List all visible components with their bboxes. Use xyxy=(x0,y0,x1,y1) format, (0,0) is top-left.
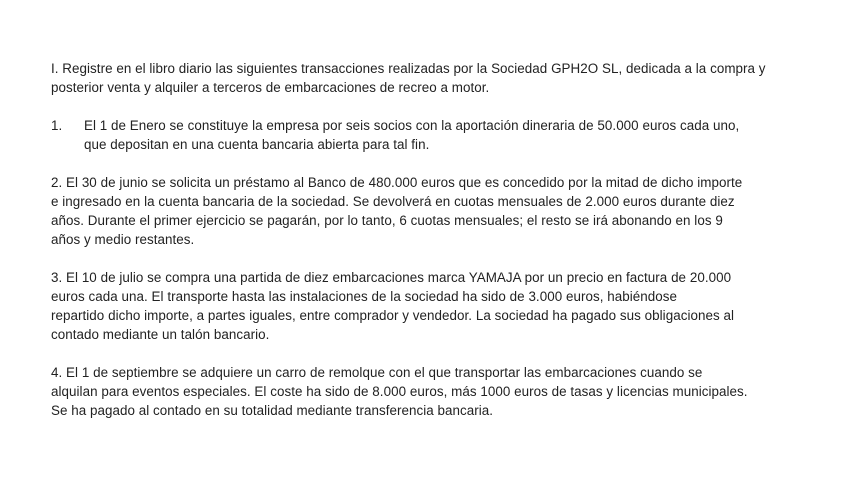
exercise-text xyxy=(51,59,811,420)
paragraph-gap xyxy=(51,154,811,173)
text-line: posterior venta y alquiler a terceros de embarcaciones de recreo a motor. xyxy=(51,80,490,95)
item-3-paragraph xyxy=(51,268,811,344)
text-line: contado mediante un talón bancario. xyxy=(51,327,270,342)
item-2-paragraph xyxy=(51,173,811,249)
text-line: euros cada una. El transporte hasta las instalaciones de la sociedad ha sido de 3.000 euros, habiéndose xyxy=(51,289,678,304)
text-line: El 1 de Enero se constituye la empresa por seis socios con la aportación dineraria de 50.000 euros cada uno, xyxy=(84,118,740,133)
text-line: años y medio restantes. xyxy=(51,232,195,247)
paragraph-gap xyxy=(51,249,811,268)
item-1-paragraph xyxy=(51,116,811,154)
text-line: Se ha pagado al contado en su totalidad mediante transferencia bancaria. xyxy=(51,403,494,418)
item-1-body xyxy=(51,116,811,154)
text-line: 3. El 10 de julio se compra una partida de diez embarcaciones marca YAMAJA por un precio en factura de 20.000 xyxy=(51,270,732,285)
text-line: 2. El 30 de junio se solicita un préstamo al Banco de 480.000 euros que es concedido por la mitad de dicho importe xyxy=(51,175,743,190)
item-1-number: 1. xyxy=(51,118,63,133)
text-line: repartido dicho importe, a partes iguales, entre comprador y vendedor. La sociedad ha pagado sus obligaciones al xyxy=(51,308,734,323)
text-line: 4. El 1 de septiembre se adquiere un carro de remolque con el que transportar las embarcaciones cuando se xyxy=(51,365,703,380)
intro-paragraph xyxy=(51,59,811,97)
text-line: alquilan para eventos especiales. El coste ha sido de 8.000 euros, más 1000 euros de tasas y licencias municipales. xyxy=(51,384,748,399)
text-line: I. Registre en el libro diario las siguientes transacciones realizadas por la Sociedad GPH2O SL, dedicada a la compra y xyxy=(51,61,766,76)
paragraph-gap xyxy=(51,97,811,116)
paragraph-gap xyxy=(51,344,811,363)
text-line: e ingresado en la cuenta bancaria de la sociedad. Se devolverá en cuotas mensuales de 2.000 euros durante diez xyxy=(51,194,735,209)
text-line: años. Durante el primer ejercicio se pagarán, por lo tanto, 6 cuotas mensuales; el resto se irá abonando en los 9 xyxy=(51,213,723,228)
item-4-paragraph xyxy=(51,363,811,420)
text-line: que depositan en una cuenta bancaria abierta para tal fin. xyxy=(84,137,430,152)
